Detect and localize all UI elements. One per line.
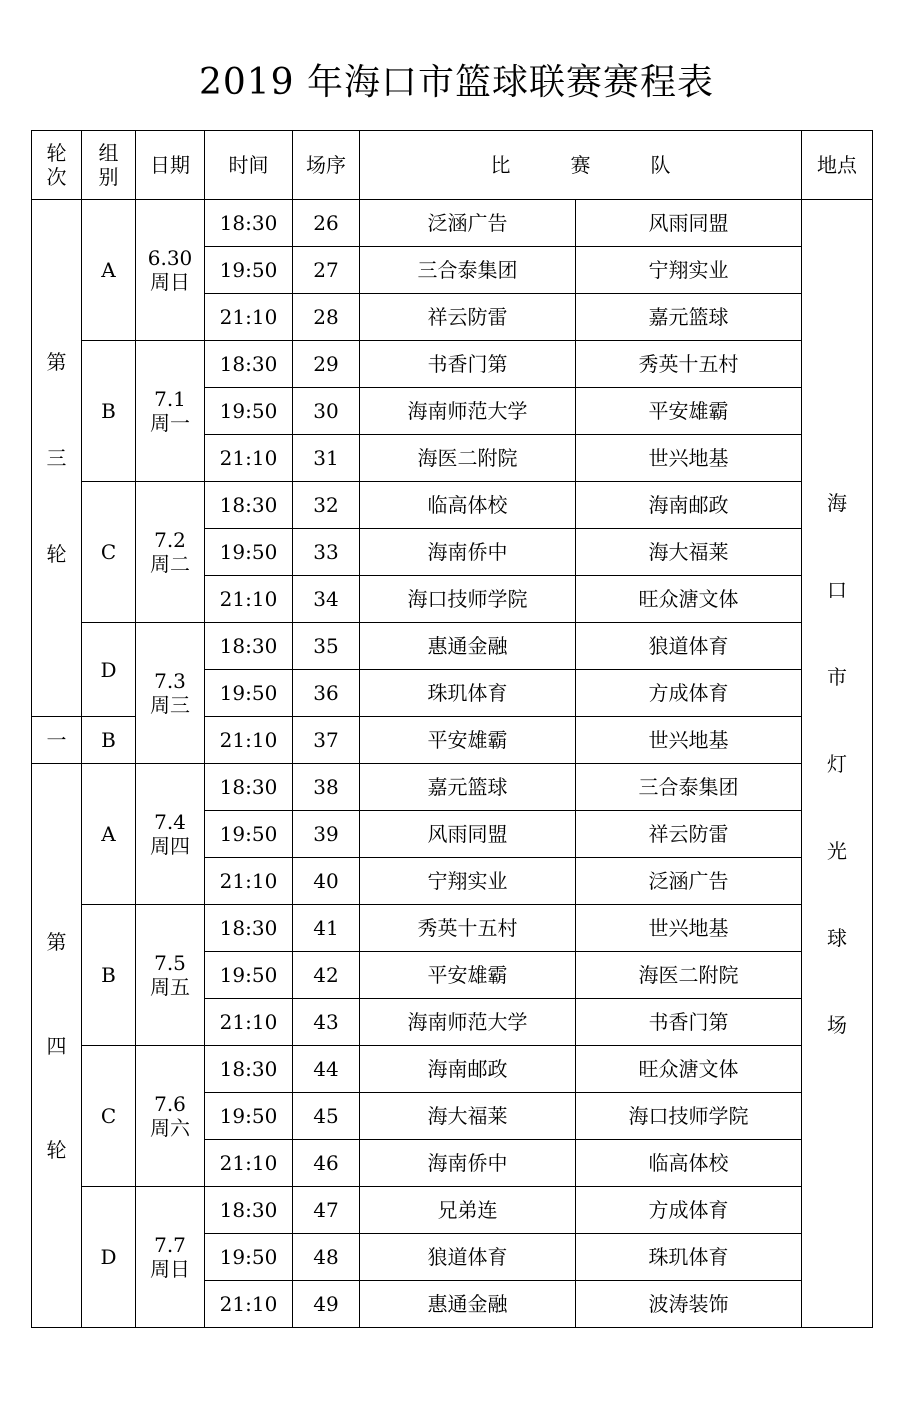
game-no-cell: 32 [293,482,360,529]
round-3-cell-char: 轮 [46,542,67,566]
game-no-cell: 35 [293,623,360,670]
page-title: 2019 年海口市篮球联赛赛程表 [198,62,715,103]
game-no-cell: 46 [293,1140,360,1187]
venue-cell-char: 口 [827,577,847,602]
header-teams: 比 赛 队 [360,131,802,200]
home-team-cell: 海南邮政 [360,1046,576,1093]
home-team-cell: 海南师范大学 [360,388,576,435]
table-row [32,1046,873,1093]
home-team-cell: 海大福莱 [360,1093,576,1140]
weekday-value: 周一 [150,411,190,435]
venue-cell-char: 球 [827,925,847,950]
game-no-cell: 31 [293,435,360,482]
date-cell [136,1187,205,1328]
time-cell: 21:10 [205,858,293,905]
time-cell: 18:30 [205,623,293,670]
game-no-cell: 40 [293,858,360,905]
header-group [82,131,136,200]
home-team-cell: 祥云防雷 [360,294,576,341]
game-no-cell: 44 [293,1046,360,1093]
date-value: 7.3 [154,669,186,693]
home-team-cell: 珠玑体育 [360,670,576,717]
time-cell: 19:50 [205,247,293,294]
away-team-cell: 风雨同盟 [576,200,802,247]
header-date: 日期 [136,131,205,200]
game-no-cell: 43 [293,999,360,1046]
game-no-cell: 33 [293,529,360,576]
header-row [32,131,873,200]
group-cell: D [82,623,136,717]
date-value: 7.2 [154,528,186,552]
time-cell: 19:50 [205,952,293,999]
game-no-cell: 29 [293,341,360,388]
away-team-cell: 海大福莱 [576,529,802,576]
away-team-cell: 泛涵广告 [576,858,802,905]
home-team-cell: 惠通金融 [360,623,576,670]
table-row [32,623,873,670]
venue-cell-char: 场 [827,1012,847,1037]
away-team-cell: 宁翔实业 [576,247,802,294]
home-team-cell: 海南侨中 [360,1140,576,1187]
date-value: 7.4 [154,810,186,834]
date-cell [136,905,205,1046]
table-row [32,341,873,388]
home-team-cell: 秀英十五村 [360,905,576,952]
game-no-cell: 47 [293,1187,360,1234]
time-cell: 18:30 [205,200,293,247]
game-no-cell: 36 [293,670,360,717]
home-team-cell: 海南师范大学 [360,999,576,1046]
weekday-value: 周五 [150,975,190,999]
time-cell: 19:50 [205,811,293,858]
game-no-cell: 39 [293,811,360,858]
time-cell: 18:30 [205,764,293,811]
home-team-cell: 兄弟连 [360,1187,576,1234]
time-cell: 21:10 [205,294,293,341]
group-cell: D [82,1187,136,1328]
home-team-cell: 嘉元篮球 [360,764,576,811]
time-cell: 18:30 [205,1046,293,1093]
game-no-cell: 26 [293,200,360,247]
round-3-extra-cell: 一 [32,717,82,764]
date-cell [136,623,205,764]
round-4-cell-char: 第 [46,929,67,954]
time-cell: 21:10 [205,435,293,482]
group-cell: C [82,1046,136,1187]
header-group-line: 组 [98,141,119,165]
time-cell: 21:10 [205,1140,293,1187]
weekday-value: 周二 [150,552,190,576]
date-value: 7.1 [154,387,186,411]
table-row [32,200,873,247]
round-4-cell-char: 四 [46,1033,67,1058]
game-no-cell: 28 [293,294,360,341]
away-team-cell: 海医二附院 [576,952,802,999]
table-row [32,1187,873,1234]
header-round-line: 轮 [46,141,67,165]
weekday-value: 周日 [150,1257,190,1281]
time-cell: 19:50 [205,388,293,435]
round-3-cell [32,200,82,717]
table-row [32,482,873,529]
away-team-cell: 书香门第 [576,999,802,1046]
group-cell: A [82,764,136,905]
game-no-cell: 42 [293,952,360,999]
time-cell: 21:10 [205,717,293,764]
away-team-cell: 世兴地基 [576,435,802,482]
home-team-cell: 海南侨中 [360,529,576,576]
table-row [32,905,873,952]
venue-cell-char: 海 [827,490,847,515]
time-cell: 18:30 [205,482,293,529]
round-4-cell-char: 轮 [46,1137,67,1162]
home-team-cell: 平安雄霸 [360,952,576,999]
weekday-value: 周三 [150,693,190,717]
away-team-cell: 临高体校 [576,1140,802,1187]
game-no-cell: 41 [293,905,360,952]
time-cell: 18:30 [205,341,293,388]
time-cell: 19:50 [205,529,293,576]
home-team-cell: 海医二附院 [360,435,576,482]
weekday-value: 周六 [150,1116,190,1140]
home-team-cell: 惠通金融 [360,1281,576,1328]
game-no-cell: 49 [293,1281,360,1328]
away-team-cell: 海口技师学院 [576,1093,802,1140]
game-no-cell: 38 [293,764,360,811]
date-value: 6.30 [147,246,193,270]
date-cell [136,764,205,905]
home-team-cell: 狼道体育 [360,1234,576,1281]
home-team-cell: 平安雄霸 [360,717,576,764]
time-cell: 18:30 [205,905,293,952]
away-team-cell: 三合泰集团 [576,764,802,811]
away-team-cell: 波涛装饰 [576,1281,802,1328]
game-no-cell: 37 [293,717,360,764]
date-cell [136,482,205,623]
game-no-cell: 30 [293,388,360,435]
header-round-line: 次 [46,165,67,189]
venue-cell-char: 灯 [827,751,847,776]
table-row [32,764,873,811]
header-round [32,131,82,200]
time-cell: 21:10 [205,576,293,623]
time-cell: 21:10 [205,1281,293,1328]
away-team-cell: 狼道体育 [576,623,802,670]
away-team-cell: 嘉元篮球 [576,294,802,341]
round-3-cell-char: 第 [46,350,67,374]
time-cell: 19:50 [205,1093,293,1140]
game-no-cell: 34 [293,576,360,623]
away-team-cell: 祥云防雷 [576,811,802,858]
group-cell: B [82,717,136,764]
home-team-cell: 泛涵广告 [360,200,576,247]
date-cell [136,341,205,482]
time-cell: 19:50 [205,1234,293,1281]
home-team-cell: 三合泰集团 [360,247,576,294]
header-time: 时间 [205,131,293,200]
away-team-cell: 海南邮政 [576,482,802,529]
home-team-cell: 书香门第 [360,341,576,388]
away-team-cell: 秀英十五村 [576,341,802,388]
away-team-cell: 旺众溏文体 [576,1046,802,1093]
date-value: 7.7 [154,1233,186,1257]
round-4-cell [32,764,82,1328]
header-venue: 地点 [802,131,873,200]
away-team-cell: 世兴地基 [576,717,802,764]
header-game-no: 场序 [293,131,360,200]
away-team-cell: 旺众溏文体 [576,576,802,623]
group-cell: B [82,905,136,1046]
group-cell: A [82,200,136,341]
venue-cell [802,200,873,1328]
time-cell: 19:50 [205,670,293,717]
away-team-cell: 珠玑体育 [576,1234,802,1281]
group-cell: B [82,341,136,482]
schedule-body [32,131,873,1328]
schedule-table [31,130,873,1328]
game-no-cell: 27 [293,247,360,294]
time-cell: 21:10 [205,999,293,1046]
venue-cell-char: 市 [827,664,847,689]
date-cell [136,200,205,341]
time-cell: 18:30 [205,1187,293,1234]
weekday-value: 周四 [150,834,190,858]
round-3-cell-char: 三 [46,446,67,470]
date-cell [136,1046,205,1187]
group-cell: C [82,482,136,623]
header-group-line: 别 [98,165,119,189]
home-team-cell: 风雨同盟 [360,811,576,858]
game-no-cell: 45 [293,1093,360,1140]
away-team-cell: 方成体育 [576,670,802,717]
home-team-cell: 临高体校 [360,482,576,529]
weekday-value: 周日 [150,270,190,294]
away-team-cell: 平安雄霸 [576,388,802,435]
away-team-cell: 方成体育 [576,1187,802,1234]
date-value: 7.6 [154,1092,186,1116]
venue-cell-char: 光 [827,838,847,863]
date-value: 7.5 [154,951,186,975]
away-team-cell: 世兴地基 [576,905,802,952]
game-no-cell: 48 [293,1234,360,1281]
home-team-cell: 海口技师学院 [360,576,576,623]
home-team-cell: 宁翔实业 [360,858,576,905]
